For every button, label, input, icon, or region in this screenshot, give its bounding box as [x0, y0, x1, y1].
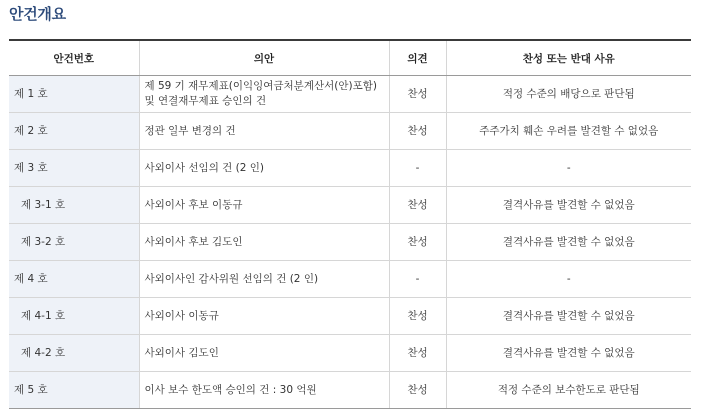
agenda-number-cell: 제 4-2 호	[9, 335, 139, 372]
opinion-cell: 찬성	[389, 113, 446, 150]
table-row	[9, 261, 691, 298]
table-row	[9, 76, 691, 113]
table-row	[9, 372, 691, 409]
agenda-number-cell: 제 5 호	[9, 372, 139, 409]
opinion-cell: 찬성	[389, 187, 446, 224]
opinion-cell: 찬성	[389, 335, 446, 372]
agenda-number-cell: 제 4-1 호	[9, 298, 139, 335]
agenda-number-cell: 제 3-1 호	[9, 187, 139, 224]
reason-cell: 결격사유를 발견할 수 없었음	[446, 187, 691, 224]
table-row	[9, 113, 691, 150]
opinion-cell: 찬성	[389, 298, 446, 335]
header-agenda-number: 안건번호	[9, 40, 139, 76]
agenda-number-cell: 제 4 호	[9, 261, 139, 298]
reason-cell: 결격사유를 발견할 수 없었음	[446, 224, 691, 261]
reason-cell: 결격사유를 발견할 수 없었음	[446, 298, 691, 335]
header-reason: 찬성 또는 반대 사유	[446, 40, 691, 76]
section-title: 안건개요	[9, 5, 66, 23]
opinion-cell: 찬성	[389, 372, 446, 409]
agenda-cell: 사외이사인 감사위원 선임의 건 (2 인)	[139, 261, 389, 298]
agenda-number-cell: 제 3 호	[9, 150, 139, 187]
agenda-number-cell: 제 1 호	[9, 76, 139, 113]
table-row	[9, 298, 691, 335]
agenda-number-cell: 제 2 호	[9, 113, 139, 150]
reason-cell: 주주가치 훼손 우려를 발견할 수 없었음	[446, 113, 691, 150]
agenda-cell: 정관 일부 변경의 건	[139, 113, 389, 150]
agenda-cell: 사외이사 이동규	[139, 298, 389, 335]
opinion-cell: -	[389, 261, 446, 298]
opinion-cell: -	[389, 150, 446, 187]
agenda-cell: 사외이사 선임의 건 (2 인)	[139, 150, 389, 187]
agenda-cell: 사외이사 김도인	[139, 335, 389, 372]
reason-cell: 적정 수준의 보수한도로 판단됨	[446, 372, 691, 409]
table-row	[9, 224, 691, 261]
table-row	[9, 335, 691, 372]
opinion-cell: 찬성	[389, 224, 446, 261]
header-row	[9, 40, 691, 76]
opinion-cell: 찬성	[389, 76, 446, 113]
reason-cell: -	[446, 261, 691, 298]
reason-cell: 결격사유를 발견할 수 없었음	[446, 335, 691, 372]
agenda-cell: 사외이사 후보 김도인	[139, 224, 389, 261]
table-row	[9, 150, 691, 187]
agenda-cell: 제 59 기 재무제표(이익잉여금처분계산서(안)포함) 및 연결재무제표 승인의 건	[139, 76, 389, 113]
header-opinion: 의견	[389, 40, 446, 76]
reason-cell: -	[446, 150, 691, 187]
reason-cell: 적정 수준의 배당으로 판단됨	[446, 76, 691, 113]
agenda-cell: 사외이사 후보 이동규	[139, 187, 389, 224]
table-row	[9, 187, 691, 224]
agenda-table	[9, 39, 691, 409]
agenda-number-cell: 제 3-2 호	[9, 224, 139, 261]
header-agenda: 의안	[139, 40, 389, 76]
agenda-cell: 이사 보수 한도액 승인의 건 : 30 억원	[139, 372, 389, 409]
